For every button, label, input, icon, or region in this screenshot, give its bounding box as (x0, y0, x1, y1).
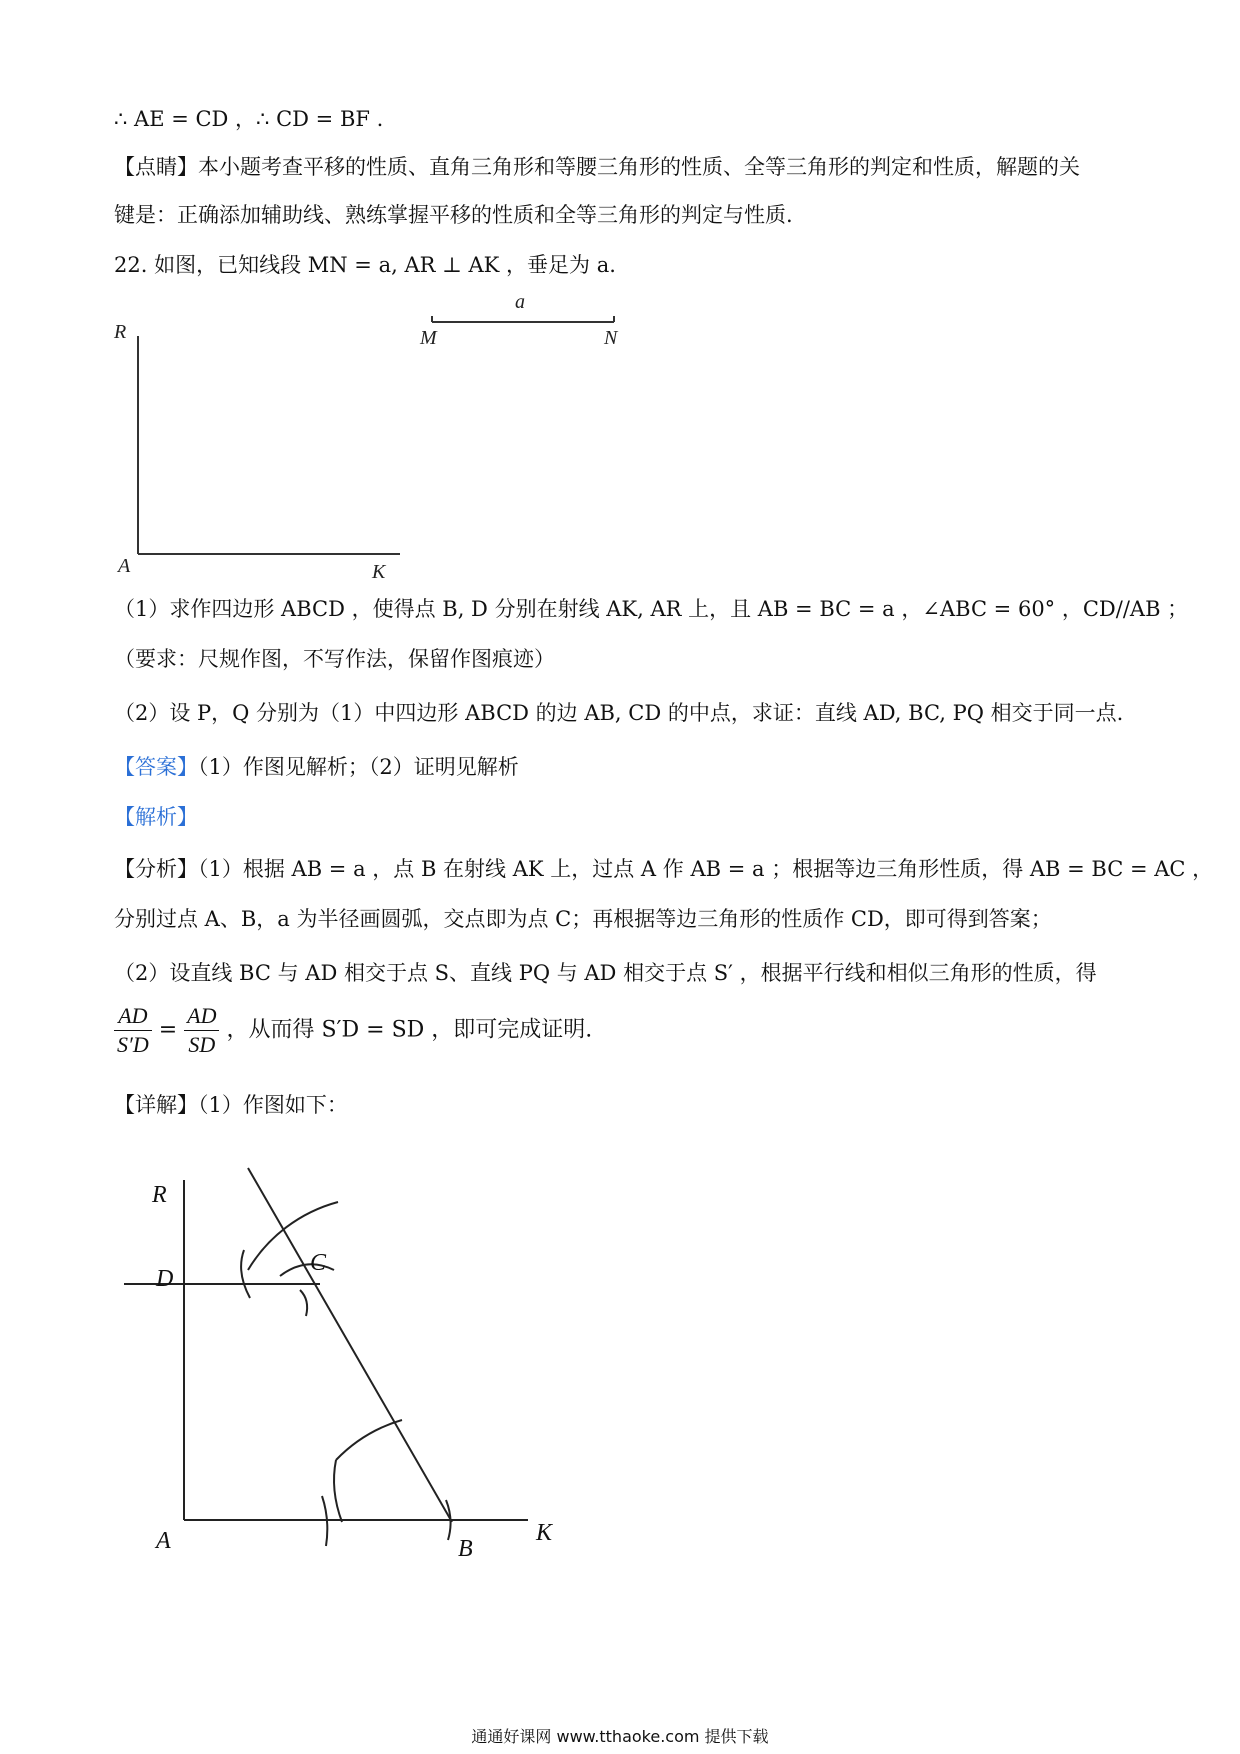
fenxi-line-3: （2）设直线 BC 与 AD 相交于点 S、直线 PQ 与 AD 相交于点 S′ ，根据平行线和相似三角形的性质，得 (114, 961, 1097, 985)
fraction-right-num: AD (184, 1002, 219, 1031)
question-part-1: （1）求作四边形 ABCD ，使得点 B, D 分别在射线 AK, AR 上，且 AB = BC = a ，∠ABC = 60° ，CD//AB ； (114, 597, 1189, 621)
question-requirement: （要求：尺规作图，不写作法，保留作图痕迹） (114, 647, 555, 671)
label-segment-a: a (515, 291, 525, 313)
fig2-arc-b-side (334, 1460, 342, 1522)
fig2-line-bc (248, 1168, 452, 1522)
xiangjie-text: （1）作图如下： (198, 1093, 348, 1117)
label-n: N (604, 327, 618, 349)
fraction-rest-text: ，从而得 S′D = SD ，即可完成证明. (226, 1017, 593, 1043)
fenxi-line-2: 分别过点 A、B，a 为半径画圆弧，交点即为点 C；再根据等边三角形的性质作 CD，即可得到答案； (114, 907, 1052, 931)
fraction-right-den: SD (188, 1032, 216, 1057)
answer-tag: 【答案】 (114, 755, 198, 779)
page-footer: 通通好课网 www.tthaoke.com 提供下载 (471, 1727, 769, 1746)
fig2-arc-d (241, 1250, 250, 1298)
question-22: 22. 如图，已知线段 MN = a, AR ⊥ AK ，垂足为 a. (114, 253, 616, 277)
fig2-arc-c2 (300, 1290, 307, 1316)
fig2-label-k: K (536, 1520, 553, 1546)
fenxi-tag: 【分析】 (114, 857, 198, 881)
fig2-label-d: D (156, 1266, 174, 1292)
fig2-label-b: B (458, 1536, 473, 1562)
text-line-1: ∴ AE = CD ，∴ CD = BF . (114, 107, 384, 131)
xiangjie-tag: 【详解】 (114, 1093, 198, 1117)
dianjing-tag: 【点睛】 (114, 155, 198, 179)
fraction-left-den: S′D (117, 1032, 149, 1057)
fig2-label-a: A (156, 1528, 171, 1554)
fig2-arc-b-upper (336, 1420, 402, 1460)
analysis-tag: 【解析】 (114, 805, 198, 829)
question-part-2: （2）设 P，Q 分别为（1）中四边形 ABCD 的边 AB, CD 的中点，求证：直线 AD, BC, PQ 相交于同一点. (114, 701, 1124, 725)
label-r: R (114, 321, 127, 343)
label-k: K (372, 561, 386, 583)
dianjing-text: 本小题考查平移的性质、直角三角形和等腰三角形的性质、全等三角形的判定和性质，解题的关 (198, 155, 1080, 179)
fig2-label-c: C (310, 1250, 327, 1276)
answer-text: （1）作图见解析；（2）证明见解析 (198, 755, 519, 779)
fraction-equals: = (158, 1017, 178, 1043)
fig2-label-r: R (152, 1182, 167, 1208)
fenxi-text-1: （1）根据 AB = a ，点 B 在射线 AK 上，过点 A 作 AB = a ；根据等边三角形性质，得 AB = BC = AC ， (198, 857, 1214, 881)
fraction-left-num: AD (114, 1002, 152, 1031)
text-line-dianjing-2: 键是：正确添加辅助线、熟练掌握平移的性质和全等三角形的判定与性质. (114, 203, 793, 227)
label-a: A (118, 555, 131, 577)
label-m: M (420, 327, 437, 349)
